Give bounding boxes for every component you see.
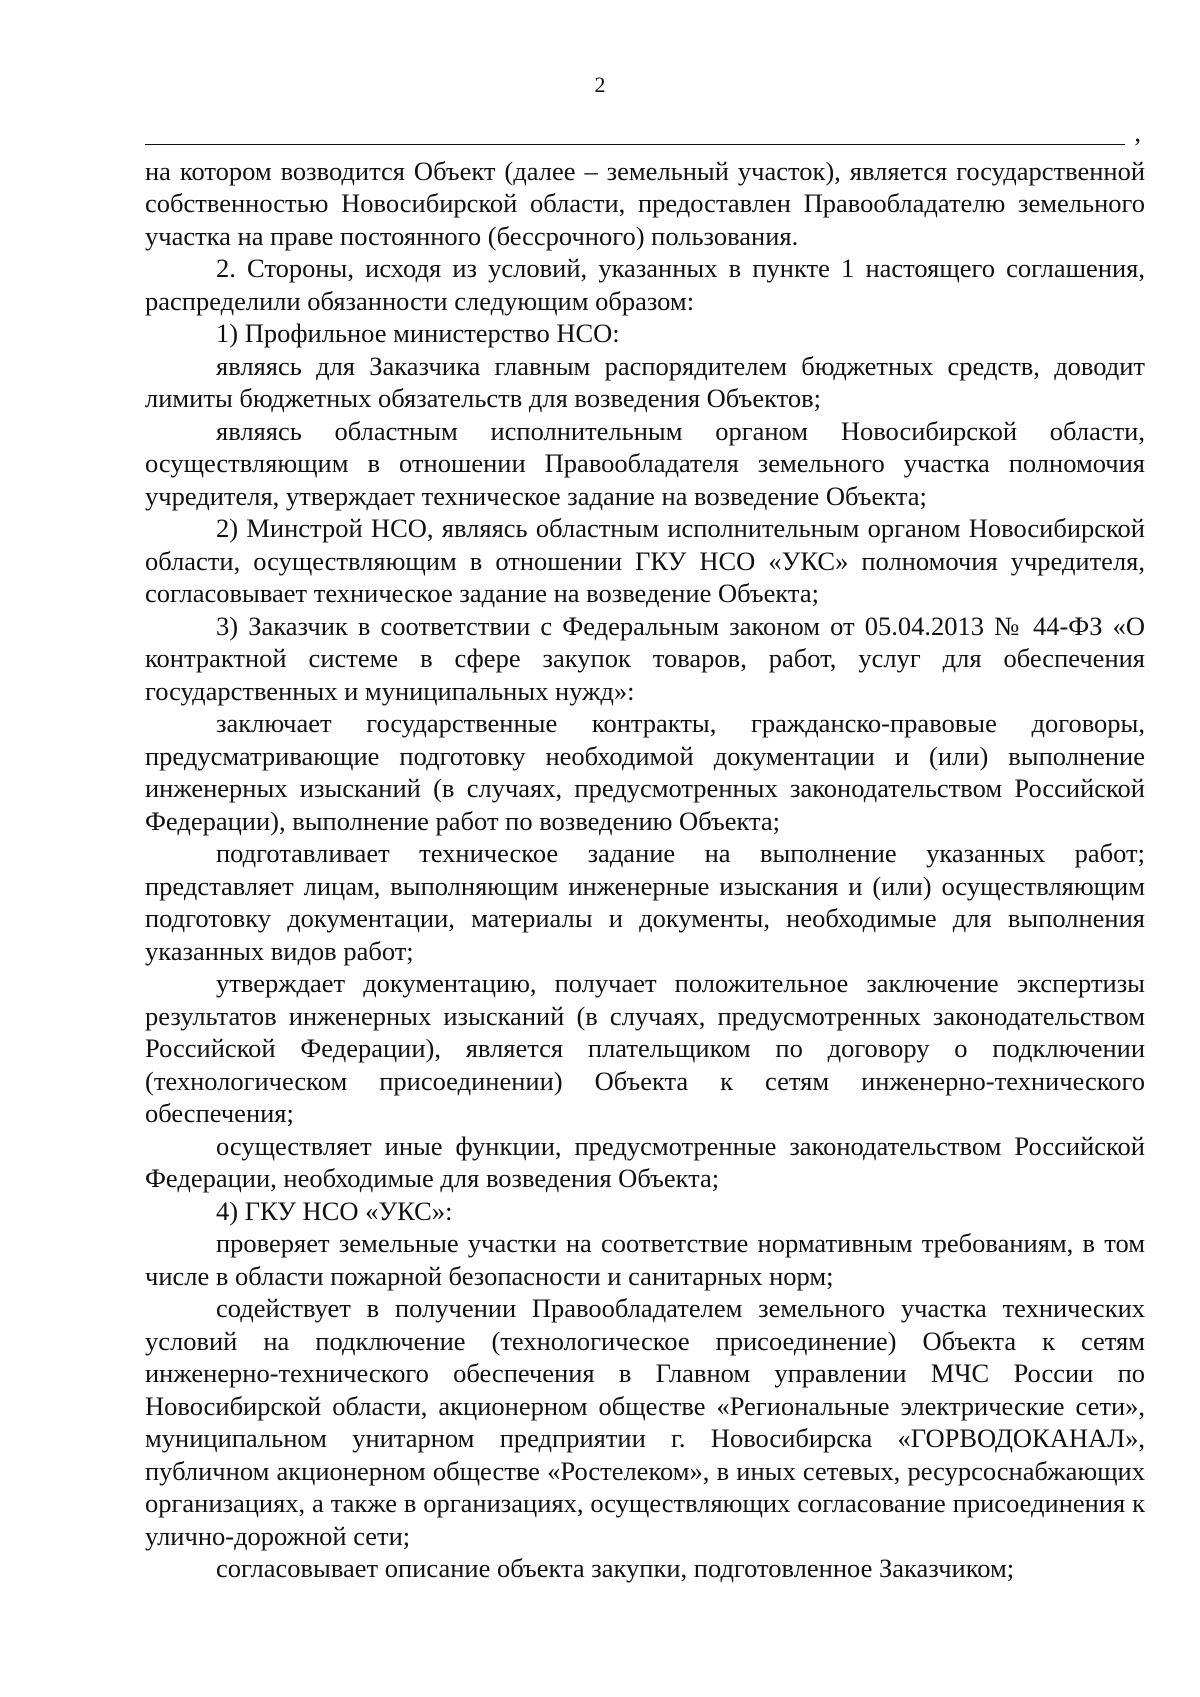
paragraph-item-4-assistance: содействует в получении Правообладателем земельного участка технических условий на подключение (технологическое присоединение) Объекта к сетям инженерно-технического обеспечения в Главном управлении МЧС России по Новосибирской области, акционерном обществе «Региональные электрические сети», муниципальном унитарном предприятии г. Новосибирска «ГОРВОДОКАНАЛ», публичном акционерном обществе «Ростелеком», в иных сетевых, ресурсоснабжающих организациях, а также в организациях, осуществляющих согласование присоединения к улично-дорожной сети; — [145, 1293, 1145, 1551]
document-body — [145, 117, 1145, 1585]
paragraph-item-4-heading: 4) ГКУ НСО «УКС»: — [216, 1195, 453, 1226]
paragraph-item-4-procurement: согласовывает описание объекта закупки, подготовленное Заказчиком; — [216, 1553, 1015, 1583]
underline-rule — [145, 144, 1125, 145]
paragraph-land-plot-ownership: на котором возводится Объект (далее – земельный участок), является государственной собственностью Новосибирской области, предоставлен Правообладателю земельного участка на праве постоянного (бессрочного) пользования. — [145, 155, 1145, 251]
blank-line-comma: , — [1134, 117, 1141, 147]
paragraph-item-1-technical-assignment: являясь областным исполнительным органом Новосибирской области, осуществляющим в отношении Правообладателя земельного участка полномочия учредителя, утверждает техническое задание на возведение Объекта; — [145, 415, 1145, 511]
paragraph-item-3-other-functions: осуществляет иные функции, предусмотренные законодательством Российской Федерации, необходимые для возведения Объекта; — [145, 1130, 1145, 1193]
paragraph-item-3-customer: 3) Заказчик в соответствии с Федеральным законом от 05.04.2013 № 44-ФЗ «О контрактной системе в сфере закупок товаров, работ, услуг для обеспечения государственных и муниципальных нужд»: — [145, 610, 1145, 706]
page-number: 2 — [594, 72, 606, 97]
paragraph-item-3-approval: утверждает документацию, получает положительное заключение экспертизы результатов инженерных изысканий (в случаях, предусмотренных законодательством Российской Федерации), является плательщиком по договору о подключении (технологическом присоединении) Объекта к сетям инженерно-технического обеспечения; — [145, 968, 1145, 1128]
paragraph-item-2-minstroy: 2) Минстрой НСО, являясь областным исполнительным органом Новосибирской области, осуществляющим в отношении ГКУ НСО «УКС» полномочия учредителя, согласовывает техническое задание на возведение Объекта; — [145, 513, 1145, 608]
paragraph-item-1-heading: 1) Профильное министерство НСО: — [216, 318, 620, 348]
paragraph-item-3-contracts: заключает государственные контракты, гражданско-правовые договоры, предусматривающие подготовку необходимой документации и (или) выполнение инженерных изысканий (в случаях, предусмотренных законодательством Российской Федерации), выполнение работ по возведению Объекта; — [145, 708, 1145, 836]
paragraph-item-1-budget-limits: являясь для Заказчика главным распорядителем бюджетных средств, доводит лимиты бюджетных обязательств для возведения Объектов; — [145, 350, 1145, 413]
paragraph-item-4-checks: проверяет земельные участки на соответствие нормативным требованиям, в том числе в области пожарной безопасности и санитарных норм; — [145, 1228, 1145, 1291]
paragraph-clause-2: 2. Стороны, исходя из условий, указанных в пункте 1 настоящего соглашения, распределили обязанности следующим образом: — [145, 253, 1145, 316]
fill-in-blank-line — [145, 117, 1145, 155]
paragraph-item-3-preparation: подготавливает техническое задание на выполнение указанных работ; представляет лицам, выполняющим инженерные изыскания и (или) осуществляющим подготовку документации, материалы и документы, необходимые для выполнения указанных видов работ; — [145, 838, 1145, 966]
